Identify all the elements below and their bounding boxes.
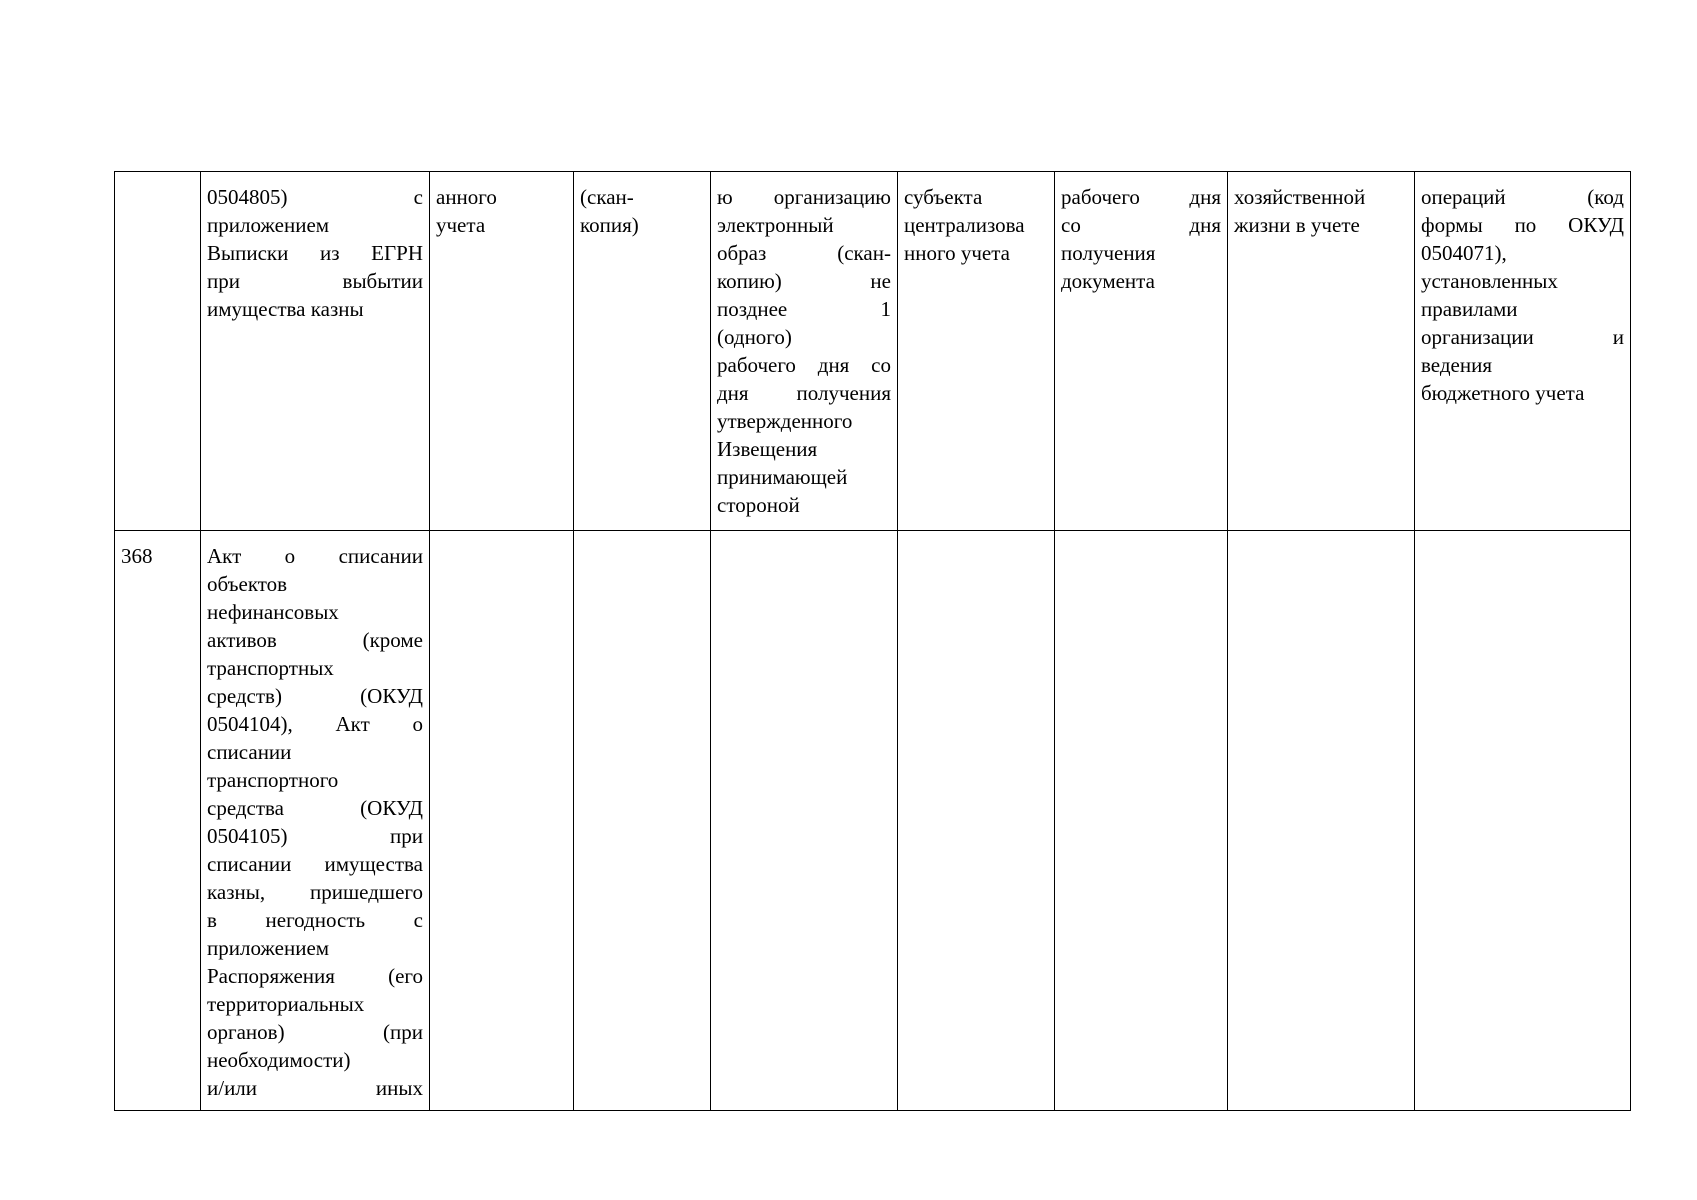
text-line: бюджетного учета bbox=[1421, 381, 1585, 405]
text-line: казны, пришедшего bbox=[207, 880, 423, 904]
text-line: электронный bbox=[717, 213, 834, 237]
text-line: нного учета bbox=[904, 241, 1010, 265]
table-row bbox=[115, 531, 1631, 1111]
text-line: приложением bbox=[207, 213, 330, 237]
text-line: Выписки из ЕГРН bbox=[207, 241, 423, 265]
text-line: транспортного bbox=[207, 768, 339, 792]
text-line: 0504105) при bbox=[207, 824, 423, 848]
text-line: ю организацию bbox=[717, 185, 891, 209]
text-line: централизова bbox=[904, 213, 1025, 237]
document-name-cell bbox=[201, 531, 430, 1111]
text-line: списании bbox=[207, 740, 292, 764]
document-name-cell bbox=[201, 172, 430, 531]
text-line: (скан- bbox=[580, 185, 634, 209]
text-line: операций (код bbox=[1421, 185, 1624, 209]
text-line: документа bbox=[1061, 269, 1155, 293]
text-line: получения bbox=[1061, 241, 1156, 265]
text-line: при выбытии bbox=[207, 269, 423, 293]
table-row bbox=[115, 172, 1631, 531]
text-line: копию) не bbox=[717, 269, 891, 293]
text-line: приложением bbox=[207, 936, 330, 960]
text-line: транспортных bbox=[207, 656, 334, 680]
text-line: рабочего дня со bbox=[717, 353, 891, 377]
text-line: образ (скан- bbox=[717, 241, 891, 265]
text-line: ведения bbox=[1421, 353, 1492, 377]
empty-cell bbox=[1055, 531, 1228, 1111]
empty-cell bbox=[898, 531, 1055, 1111]
cell-col4 bbox=[574, 172, 711, 531]
text-line: со дня bbox=[1061, 213, 1221, 237]
text-line: анного bbox=[436, 185, 497, 209]
text-line: копия) bbox=[580, 213, 639, 237]
text-line: имущества казны bbox=[207, 297, 364, 321]
text-line: хозяйственной bbox=[1234, 185, 1366, 209]
text-line: в негодность с bbox=[207, 908, 423, 932]
text-line: Извещения bbox=[717, 437, 818, 461]
text-line: утвержденного bbox=[717, 409, 853, 433]
text-line: Распоряжения (его bbox=[207, 964, 423, 988]
text-line: необходимости) bbox=[207, 1048, 351, 1072]
text-line: субъекта bbox=[904, 185, 983, 209]
text-line: учета bbox=[436, 213, 486, 237]
text-line: (одного) bbox=[717, 325, 792, 349]
text-line: дня получения bbox=[717, 381, 891, 405]
empty-cell bbox=[430, 531, 574, 1111]
text-line: активов (кроме bbox=[207, 628, 423, 652]
text-line: формы по ОКУД bbox=[1421, 213, 1624, 237]
text-line: 0504805) с bbox=[207, 185, 423, 209]
text-line: 0504104), Акт о bbox=[207, 712, 423, 736]
text-line: средства (ОКУД bbox=[207, 796, 423, 820]
row-number-cell bbox=[115, 172, 201, 531]
text-line: установленных bbox=[1421, 269, 1558, 293]
text-line: организации и bbox=[1421, 325, 1624, 349]
cell-col5 bbox=[711, 172, 898, 531]
text-line: нефинансовых bbox=[207, 600, 339, 624]
cell-col7 bbox=[1055, 172, 1228, 531]
cell-col6 bbox=[898, 172, 1055, 531]
text-line: жизни в учете bbox=[1234, 213, 1360, 237]
text-line: и/или иных bbox=[207, 1076, 423, 1100]
text-line: средств) (ОКУД bbox=[207, 684, 423, 708]
text-line: списании имущества bbox=[207, 852, 423, 876]
cell-col8 bbox=[1228, 172, 1415, 531]
text-line: органов) (при bbox=[207, 1020, 423, 1044]
text-line: позднее 1 bbox=[717, 297, 891, 321]
text-line: рабочего дня bbox=[1061, 185, 1221, 209]
document-table bbox=[114, 171, 1631, 1111]
text-line: 0504071), bbox=[1421, 241, 1507, 265]
text-line: объектов bbox=[207, 572, 288, 596]
row-number-cell: 368 bbox=[115, 531, 201, 1111]
empty-cell bbox=[574, 531, 711, 1111]
text-line: стороной bbox=[717, 493, 800, 517]
text-line: правилами bbox=[1421, 297, 1518, 321]
cell-col9 bbox=[1415, 172, 1631, 531]
empty-cell bbox=[711, 531, 898, 1111]
text-line: Акт о списании bbox=[207, 544, 423, 568]
text-line: территориальных bbox=[207, 992, 365, 1016]
cell-col3 bbox=[430, 172, 574, 531]
empty-cell bbox=[1415, 531, 1631, 1111]
text-line: принимающей bbox=[717, 465, 848, 489]
empty-cell bbox=[1228, 531, 1415, 1111]
